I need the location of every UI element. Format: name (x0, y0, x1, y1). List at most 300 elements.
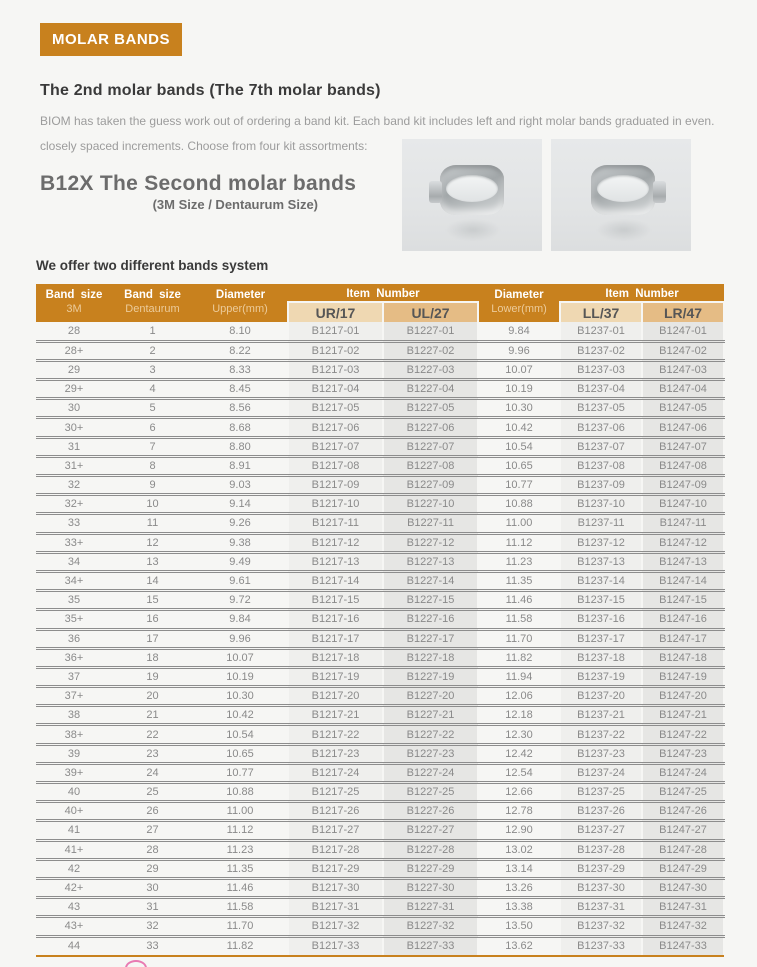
table-cell: 12.66 (478, 783, 560, 802)
table-cell: B1227-27 (383, 821, 478, 840)
table-cell: B1217-28 (288, 840, 383, 859)
reflection-shadow (446, 219, 500, 241)
molar-band-right-icon (591, 165, 655, 217)
table-cell: B1217-05 (288, 399, 383, 418)
table-cell: B1247-21 (642, 706, 724, 725)
table-cell: 10.30 (193, 687, 288, 706)
table-cell: 4 (112, 380, 193, 399)
table-cell: B1217-02 (288, 341, 383, 360)
table-cell: B1217-03 (288, 360, 383, 379)
table-cell: 10.88 (478, 495, 560, 514)
table-cell: B1227-07 (383, 437, 478, 456)
table-cell: 13 (112, 552, 193, 571)
table-cell: 10.19 (478, 380, 560, 399)
table-cell: B1227-16 (383, 610, 478, 629)
table-cell: 35+ (36, 610, 112, 629)
table-cell: 8.33 (193, 360, 288, 379)
table-cell: 13.26 (478, 878, 560, 897)
table-cell: B1217-29 (288, 859, 383, 878)
bands-table-container (36, 284, 724, 957)
table-cell: 1 (112, 322, 193, 341)
table-cell: B1237-05 (560, 399, 642, 418)
table-cell: B1247-01 (642, 322, 724, 341)
table-cell: B1227-14 (383, 571, 478, 590)
table-cell: B1217-30 (288, 878, 383, 897)
table-cell: B1227-24 (383, 763, 478, 782)
bands-table (36, 284, 725, 955)
page-title: The 2nd molar bands (The 7th molar bands) (40, 82, 381, 99)
table-cell: B1237-07 (560, 437, 642, 456)
table-row (36, 859, 724, 878)
table-cell: 44 (67, 940, 81, 953)
table-cell: 7 (112, 437, 193, 456)
table-cell: 9.03 (193, 476, 288, 495)
table-cell: B1237-01 (560, 322, 642, 341)
table-cell: 9.84 (193, 610, 288, 629)
table-cell: B1217-07 (288, 437, 383, 456)
table-row (36, 514, 724, 533)
table-cell: 18 (112, 648, 193, 667)
table-cell: 17 (112, 629, 193, 648)
table-cell: B1237-17 (560, 629, 642, 648)
table-body (36, 322, 724, 955)
table-cell: 28+ (36, 341, 112, 360)
table-cell: 31 (36, 437, 112, 456)
table-cell: 11.58 (193, 898, 288, 917)
table-cell: B1227-06 (383, 418, 478, 437)
table-cell: 43 (36, 898, 112, 917)
table-cell: B1237-28 (560, 840, 642, 859)
product-photo-left (402, 139, 542, 251)
header-band-size-3m: Band size (36, 284, 112, 302)
table-cell: 9.38 (193, 533, 288, 552)
table-cell: B1227-31 (383, 898, 478, 917)
table-cell: B1227-25 (383, 783, 478, 802)
table-row (36, 725, 724, 744)
table-row (36, 495, 724, 514)
table-cell: B1237-10 (560, 495, 642, 514)
header-item-number-right: Item Number (560, 284, 724, 302)
table-cell: 8.10 (193, 322, 288, 341)
table-cell: B1217-17 (288, 629, 383, 648)
table-cell: B1227-13 (383, 552, 478, 571)
table-cell: B1227-03 (383, 360, 478, 379)
intro-line-2: closely spaced increments. Choose from four kit assortments: (40, 139, 368, 153)
table-cell: 28 (36, 322, 112, 341)
table-cell: B1237-06 (560, 418, 642, 437)
table-cell: B1247-07 (642, 437, 724, 456)
table-cell: B1237-20 (560, 687, 642, 706)
table-cell: 36 (36, 629, 112, 648)
buccal-tube (429, 181, 442, 203)
table-cell: 19 (112, 667, 193, 686)
table-row (36, 936, 724, 955)
table-row (36, 648, 724, 667)
molar-band-left-icon (440, 165, 504, 217)
table-cell: 10.77 (478, 476, 560, 495)
table-row (36, 341, 724, 360)
table-cell: B1247-28 (642, 840, 724, 859)
table-cell: 12.54 (478, 763, 560, 782)
table-cell: 12.06 (478, 687, 560, 706)
table-cell: B1247-22 (642, 725, 724, 744)
table-cell: 12.30 (478, 725, 560, 744)
buccal-tube (653, 181, 666, 203)
table-cell: 8.56 (193, 399, 288, 418)
table-cell: 40 (36, 783, 112, 802)
table-cell: 27 (112, 821, 193, 840)
table-cell: B1237-08 (560, 456, 642, 475)
table-row (36, 821, 724, 840)
table-cell: B1217-26 (288, 802, 383, 821)
table-cell: B1237-30 (560, 878, 642, 897)
table-cell: B1217-12 (288, 533, 383, 552)
table-cell: B1217-22 (288, 725, 383, 744)
table-cell: 13.02 (478, 840, 560, 859)
table-cell: 41+ (36, 840, 112, 859)
table-cell: B1217-15 (288, 591, 383, 610)
table-cell: 9.49 (193, 552, 288, 571)
table-cell: B1227-26 (383, 802, 478, 821)
table-cell: 31 (112, 898, 193, 917)
table-cell: 39+ (36, 763, 112, 782)
table-cell: 24 (112, 763, 193, 782)
table-cell: 11.82 (226, 940, 254, 953)
table-cell: 10.07 (478, 360, 560, 379)
table-cell: B1247-03 (642, 360, 724, 379)
table-cell: B1217-25 (288, 783, 383, 802)
table-cell: 10.65 (478, 456, 560, 475)
table-cell: B1217-01 (288, 322, 383, 341)
table-cell: B1237-12 (560, 533, 642, 552)
table-cell: B1227-04 (383, 380, 478, 399)
table-cell: 10.54 (193, 725, 288, 744)
table-cell: B1237-19 (560, 667, 642, 686)
header-diameter-upper: Diameter (193, 284, 288, 302)
table-cell: 11.35 (193, 859, 288, 878)
table-cell: B1247-27 (642, 821, 724, 840)
table-cell: 10.07 (193, 648, 288, 667)
table-row (36, 744, 724, 763)
table-cell: B1247-08 (642, 456, 724, 475)
table-cell: B1237-15 (560, 591, 642, 610)
table-cell: B1227-23 (383, 744, 478, 763)
table-row (36, 610, 724, 629)
table-cell: B1217-20 (288, 687, 383, 706)
table-cell: B1227-28 (383, 840, 478, 859)
table-cell: B1247-04 (642, 380, 724, 399)
table-row (36, 706, 724, 725)
header-upper-mm-label: Upper(mm) (193, 302, 288, 322)
table-cell: 32 (36, 476, 112, 495)
table-cell: 10.65 (193, 744, 288, 763)
table-cell: 11.35 (478, 571, 560, 590)
table-cell: 42+ (36, 878, 112, 897)
molar-bands-badge: MOLAR BANDS (40, 23, 182, 56)
table-cell: 13.50 (478, 917, 560, 936)
table-cell: B1247-23 (642, 744, 724, 763)
product-subtitle: (3M Size / Dentaurum Size) (152, 197, 318, 212)
table-cell: B1227-30 (383, 878, 478, 897)
table-cell: 15 (112, 591, 193, 610)
table-cell: B1227-01 (383, 322, 478, 341)
table-cell: B1217-32 (288, 917, 383, 936)
table-cell: B1237-16 (560, 610, 642, 629)
table-cell: 10.30 (478, 399, 560, 418)
table-cell: B1217-13 (288, 552, 383, 571)
table-cell: B1237-04 (560, 380, 642, 399)
table-cell: 40+ (36, 802, 112, 821)
table-cell: B1247-20 (642, 687, 724, 706)
table-cell: B1247-09 (642, 476, 724, 495)
table-cell: 10.88 (193, 783, 288, 802)
table-cell: 29 (112, 859, 193, 878)
table-cell: 16 (112, 610, 193, 629)
table-cell: 13.14 (478, 859, 560, 878)
table-cell: B1237-18 (560, 648, 642, 667)
table-cell: B1247-06 (642, 418, 724, 437)
table-cell: B1247-02 (642, 341, 724, 360)
table-cell: B1217-08 (288, 456, 383, 475)
table-row (36, 476, 724, 495)
table-cell: 11.70 (478, 629, 560, 648)
table-cell: B1217-06 (288, 418, 383, 437)
table-cell: 25 (112, 783, 193, 802)
table-cell: B1237-29 (560, 859, 642, 878)
table-cell: B1247-25 (642, 783, 724, 802)
table-cell: 43+ (36, 917, 112, 936)
table-cell: B1227-29 (383, 859, 478, 878)
table-cell: B1227-12 (383, 533, 478, 552)
table-cell: B1247-12 (642, 533, 724, 552)
table-cell: B1247-16 (642, 610, 724, 629)
table-cell: 28 (112, 840, 193, 859)
table-cell: 10.42 (478, 418, 560, 437)
table-cell: B1247-11 (642, 514, 724, 533)
header-lower-mm-label: Lower(mm) (478, 302, 560, 322)
table-cell: B1227-15 (383, 591, 478, 610)
table-cell: B1217-19 (288, 667, 383, 686)
table-header (36, 284, 724, 322)
header-lr47: LR/47 (642, 302, 724, 322)
table-cell: 11.58 (478, 610, 560, 629)
table-cell: B1227-11 (383, 514, 478, 533)
table-cell: B1237-22 (560, 725, 642, 744)
header-item-number-left: Item Number (288, 284, 478, 302)
table-cell: B1227-05 (383, 399, 478, 418)
band-opening (597, 175, 649, 202)
table-cell: 38 (36, 706, 112, 725)
table-cell: 37+ (36, 687, 112, 706)
table-cell: 42 (36, 859, 112, 878)
table-cell: B1247-24 (642, 763, 724, 782)
table-cell: 32+ (36, 495, 112, 514)
table-cell: 34 (36, 552, 112, 571)
table-cell: B1237-26 (560, 802, 642, 821)
table-cell: 11.46 (193, 878, 288, 897)
table-cell: B1227-02 (383, 341, 478, 360)
table-cell: B1227-20 (383, 687, 478, 706)
table-cell: 11 (112, 514, 193, 533)
table-row (36, 917, 724, 936)
table-cell: B1237-03 (560, 360, 642, 379)
table-cell: 31+ (36, 456, 112, 475)
table-cell: B1217-21 (288, 706, 383, 725)
table-cell: B1237-21 (560, 706, 642, 725)
table-cell: B1237-02 (560, 341, 642, 360)
table-row (36, 437, 724, 456)
table-cell: 39 (36, 744, 112, 763)
table-cell: 21 (112, 706, 193, 725)
table-cell: 30 (36, 399, 112, 418)
table-cell: B1247-18 (642, 648, 724, 667)
table-row (36, 629, 724, 648)
table-row (36, 802, 724, 821)
table-cell: B1247-10 (642, 495, 724, 514)
table-cell: B1227-32 (383, 917, 478, 936)
table-cell: 9.61 (193, 571, 288, 590)
table-cell: 12.78 (478, 802, 560, 821)
table-cell: 8.80 (193, 437, 288, 456)
table-cell: 11.82 (478, 648, 560, 667)
table-cell: 9.26 (193, 514, 288, 533)
table-cell: 13.38 (478, 898, 560, 917)
table-cell: 33 (36, 514, 112, 533)
table-cell: 11.23 (478, 552, 560, 571)
table-cell: 9.96 (193, 629, 288, 648)
table-row (36, 533, 724, 552)
table-cell: 33+ (36, 533, 112, 552)
table-cell: 37 (36, 667, 112, 686)
table-cell: B1247-15 (642, 591, 724, 610)
header-ur17: UR/17 (288, 302, 383, 322)
table-cell: B1247-19 (642, 667, 724, 686)
table-cell: B1217-18 (288, 648, 383, 667)
table-cell: B1247-32 (642, 917, 724, 936)
table-cell: 32 (112, 917, 193, 936)
table-row (36, 898, 724, 917)
table-cell: B1247-14 (642, 571, 724, 590)
table-cell: 10.54 (478, 437, 560, 456)
table-cell: 13.62 (505, 940, 533, 953)
table-cell: 41 (36, 821, 112, 840)
table-cell: B1247-31 (642, 898, 724, 917)
table-cell: B1217-09 (288, 476, 383, 495)
table-cell: B1247-17 (642, 629, 724, 648)
table-row (36, 840, 724, 859)
table-cell: B1217-33 (288, 936, 383, 955)
table-row (36, 783, 724, 802)
table-cell: B1227-21 (383, 706, 478, 725)
table-row (36, 552, 724, 571)
table-cell: 14 (112, 571, 193, 590)
pink-circle-mark-partial (125, 960, 147, 967)
table-cell: 23 (112, 744, 193, 763)
table-cell: 29 (36, 360, 112, 379)
table-cell: 11.12 (478, 533, 560, 552)
table-cell: B1227-18 (383, 648, 478, 667)
table-cell: 10.19 (193, 667, 288, 686)
table-cell: 36+ (36, 648, 112, 667)
table-cell: B1217-14 (288, 571, 383, 590)
table-cell: 9.72 (193, 591, 288, 610)
table-cell: B1227-17 (383, 629, 478, 648)
table-cell: B1217-10 (288, 495, 383, 514)
table-cell: B1237-23 (560, 744, 642, 763)
table-cell: 5 (112, 399, 193, 418)
table-cell: 38+ (36, 725, 112, 744)
table-cell: B1237-27 (560, 821, 642, 840)
header-dentaurum-label: Dentaurum (112, 302, 193, 322)
table-row (36, 456, 724, 475)
table-cell: B1227-10 (383, 495, 478, 514)
table-cell: B1237-32 (560, 917, 642, 936)
table-row (36, 571, 724, 590)
table-cell: 11.23 (193, 840, 288, 859)
table-cell: B1237-14 (560, 571, 642, 590)
table-cell: 11.94 (478, 667, 560, 686)
table-cell: 34+ (36, 571, 112, 590)
table-cell: 30 (112, 878, 193, 897)
table-cell: 11.00 (193, 802, 288, 821)
table-cell: B1247-26 (642, 802, 724, 821)
table-cell: 9.96 (478, 341, 560, 360)
header-band-size-dentaurum: Band size (112, 284, 193, 302)
product-photo-right (551, 139, 691, 251)
table-cell: 8 (112, 456, 193, 475)
table-cell: 29+ (36, 380, 112, 399)
header-ul27: UL/27 (383, 302, 478, 322)
table-cell: 12.18 (478, 706, 560, 725)
table-cell: 8.68 (193, 418, 288, 437)
product-code-title: B12X The Second molar bands (40, 172, 357, 195)
table-row (36, 380, 724, 399)
table-cell: 33 (146, 940, 159, 953)
table-cell: 9.84 (478, 322, 560, 341)
table-cell: 9 (112, 476, 193, 495)
table-cell: 30+ (36, 418, 112, 437)
table-cell: B1247-05 (642, 399, 724, 418)
table-cell: 22 (112, 725, 193, 744)
table-cell: B1227-09 (383, 476, 478, 495)
reflection-shadow (597, 219, 651, 241)
table-cell: 12.42 (478, 744, 560, 763)
table-cell: 12 (112, 533, 193, 552)
table-cell: B1247-29 (642, 859, 724, 878)
bands-system-heading: We offer two different bands system (36, 258, 269, 273)
table-cell: B1217-04 (288, 380, 383, 399)
table-cell: 11.70 (193, 917, 288, 936)
table-cell: 10.77 (193, 763, 288, 782)
table-row (36, 667, 724, 686)
table-row (36, 591, 724, 610)
table-cell: 8.45 (193, 380, 288, 399)
table-cell: B1247-13 (642, 552, 724, 571)
table-cell: B1227-33 (383, 936, 478, 955)
table-cell: B1217-16 (288, 610, 383, 629)
table-cell: 8.22 (193, 341, 288, 360)
table-cell: 3 (112, 360, 193, 379)
table-row (36, 687, 724, 706)
header-diameter-lower: Diameter (478, 284, 560, 302)
header-3m-label: 3M (36, 302, 112, 322)
table-cell: 8.91 (193, 456, 288, 475)
table-cell: 10 (112, 495, 193, 514)
table-cell: B1247-33 (642, 936, 724, 955)
table-row (36, 418, 724, 437)
table-cell: B1217-27 (288, 821, 383, 840)
table-cell: B1217-31 (288, 898, 383, 917)
